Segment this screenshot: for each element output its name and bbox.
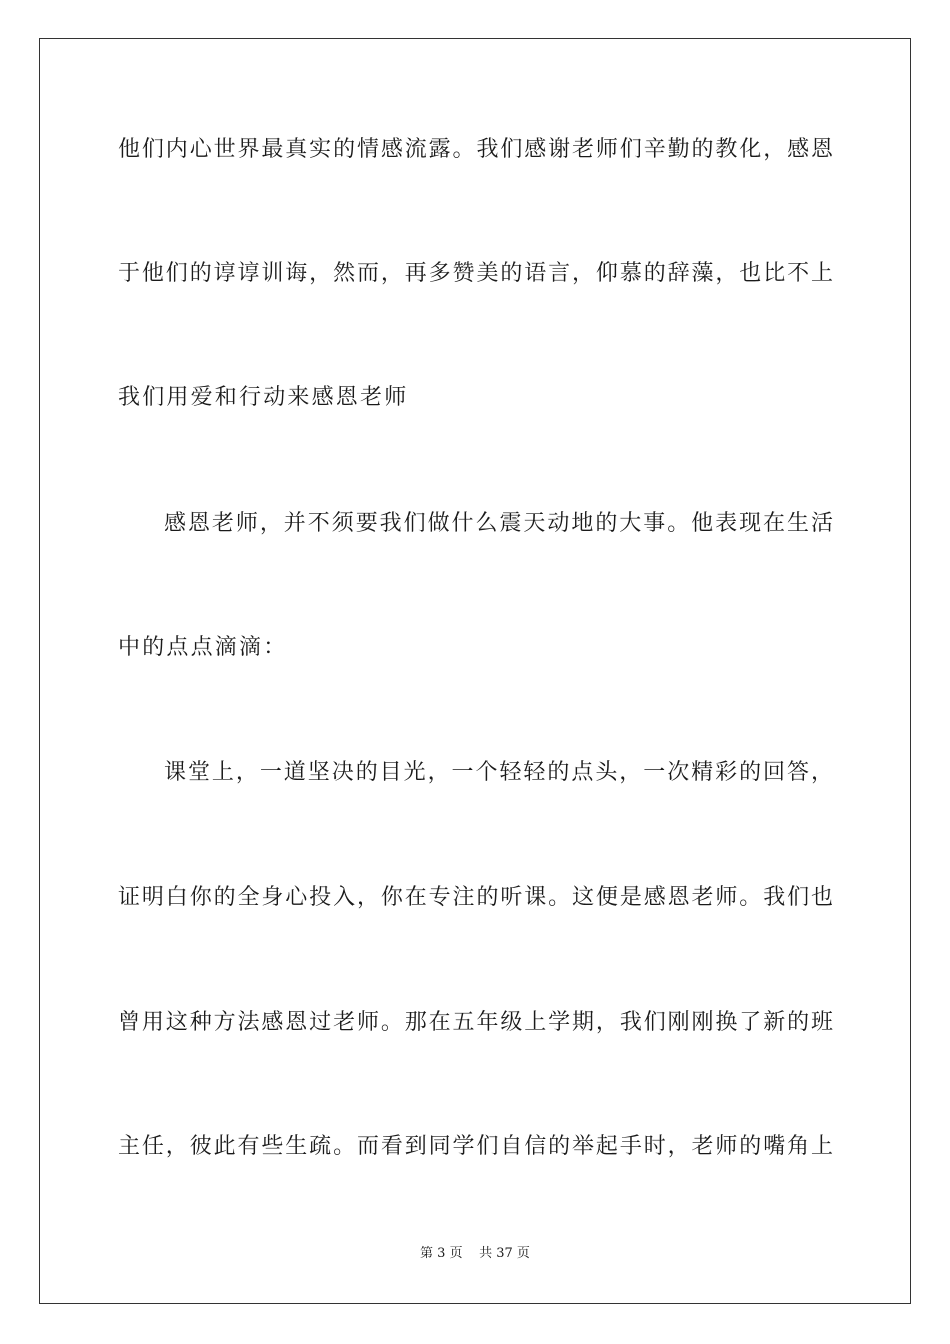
page-number: 第 3 页: [420, 1246, 463, 1261]
paragraph-first-line: 感恩老师，并不须要我们做什么震天动地的大事。他表现在生活: [164, 511, 833, 536]
page-footer: [0, 1245, 950, 1263]
text-line: 主任，彼此有些生疏。而看到同学们自信的举起手时，老师的嘴角上: [118, 1134, 833, 1159]
text-line: 曾用这种方法感恩过老师。那在五年级上学期，我们刚刚换了新的班: [118, 1010, 833, 1035]
text-line: 证明白你的全身心投入，你在专注的听课。这便是感恩老师。我们也: [118, 885, 833, 910]
text-line: 他们内心世界最真实的情感流露。我们感谢老师们辛勤的教化，感恩: [118, 137, 833, 162]
paragraph-first-line: 课堂上，一道坚决的目光，一个轻轻的点头，一次精彩的回答，: [164, 760, 833, 785]
page-total: 共 37 页: [479, 1246, 530, 1261]
page-border: [39, 38, 911, 1304]
text-line: 我们用爱和行动来感恩老师: [118, 385, 409, 410]
text-line: 于他们的谆谆训诲，然而，再多赞美的语言，仰慕的辞藻，也比不上: [118, 261, 833, 286]
text-line: 中的点点滴滴：: [118, 635, 288, 660]
